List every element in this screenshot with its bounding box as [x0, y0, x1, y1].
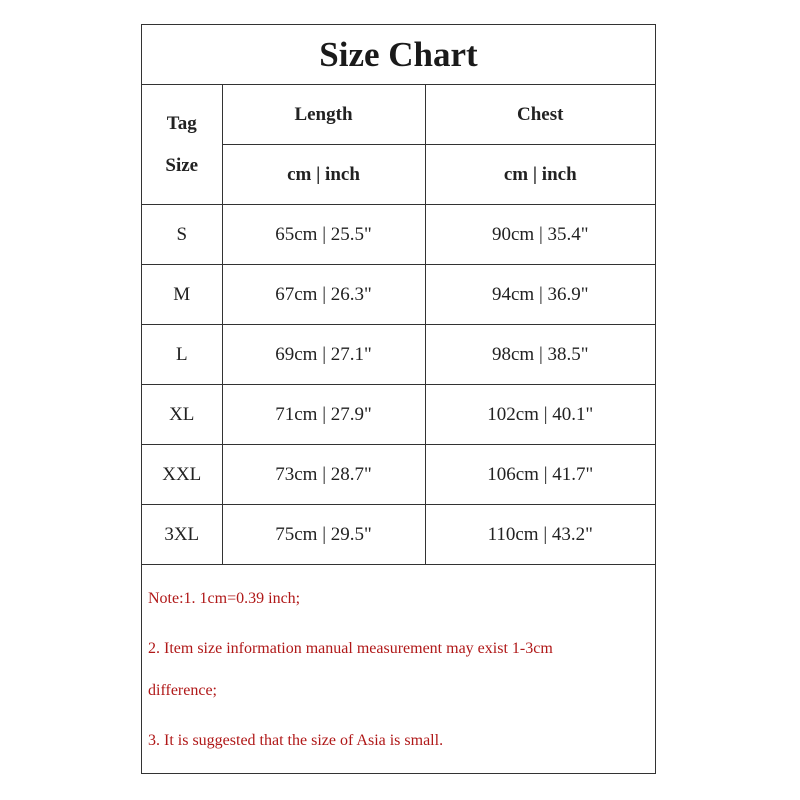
tag-size-header	[142, 85, 222, 205]
tag-header-line2: Size	[165, 154, 199, 176]
note-line-1: Note:1. 1cm=0.39 inch;	[148, 590, 301, 607]
table-row	[142, 385, 655, 445]
chest-header: Chest	[425, 85, 655, 145]
size-chart	[141, 24, 656, 774]
length-cell: 69cm | 27.1"	[222, 325, 425, 385]
length-cell: 67cm | 26.3"	[222, 265, 425, 325]
size-cell: S	[142, 205, 222, 265]
chest-cell: 98cm | 38.5"	[425, 325, 655, 385]
length-cell: 73cm | 28.7"	[222, 445, 425, 505]
note-line-3: difference;	[148, 682, 217, 699]
chest-cell: 106cm | 41.7"	[425, 445, 655, 505]
note-line-4: 3. It is suggested that the size of Asia is small.	[148, 732, 444, 749]
tag-header-line1: Tag	[166, 112, 197, 134]
length-cell: 75cm | 29.5"	[222, 505, 425, 565]
length-cell: 71cm | 27.9"	[222, 385, 425, 445]
size-cell: L	[142, 325, 222, 385]
length-cell: 65cm | 25.5"	[222, 205, 425, 265]
size-table	[142, 85, 655, 565]
chest-cell: 94cm | 36.9"	[425, 265, 655, 325]
table-row	[142, 325, 655, 385]
chest-cell: 90cm | 35.4"	[425, 205, 655, 265]
chest-cell: 110cm | 43.2"	[425, 505, 655, 565]
table-row	[142, 505, 655, 565]
chest-units-header: cm | inch	[425, 145, 655, 205]
length-header: Length	[222, 85, 425, 145]
size-cell: 3XL	[142, 505, 222, 565]
note-line-2: 2. Item size information manual measurement may exist 1-3cm	[148, 640, 553, 657]
header-row	[142, 85, 655, 145]
size-cell: XXL	[142, 445, 222, 505]
table-row	[142, 445, 655, 505]
size-cell: M	[142, 265, 222, 325]
chest-cell: 102cm | 40.1"	[425, 385, 655, 445]
length-units-header: cm | inch	[222, 145, 425, 205]
table-row	[142, 205, 655, 265]
chart-title: Size Chart	[142, 25, 655, 85]
table-row	[142, 265, 655, 325]
notes-section	[142, 564, 655, 775]
size-cell: XL	[142, 385, 222, 445]
